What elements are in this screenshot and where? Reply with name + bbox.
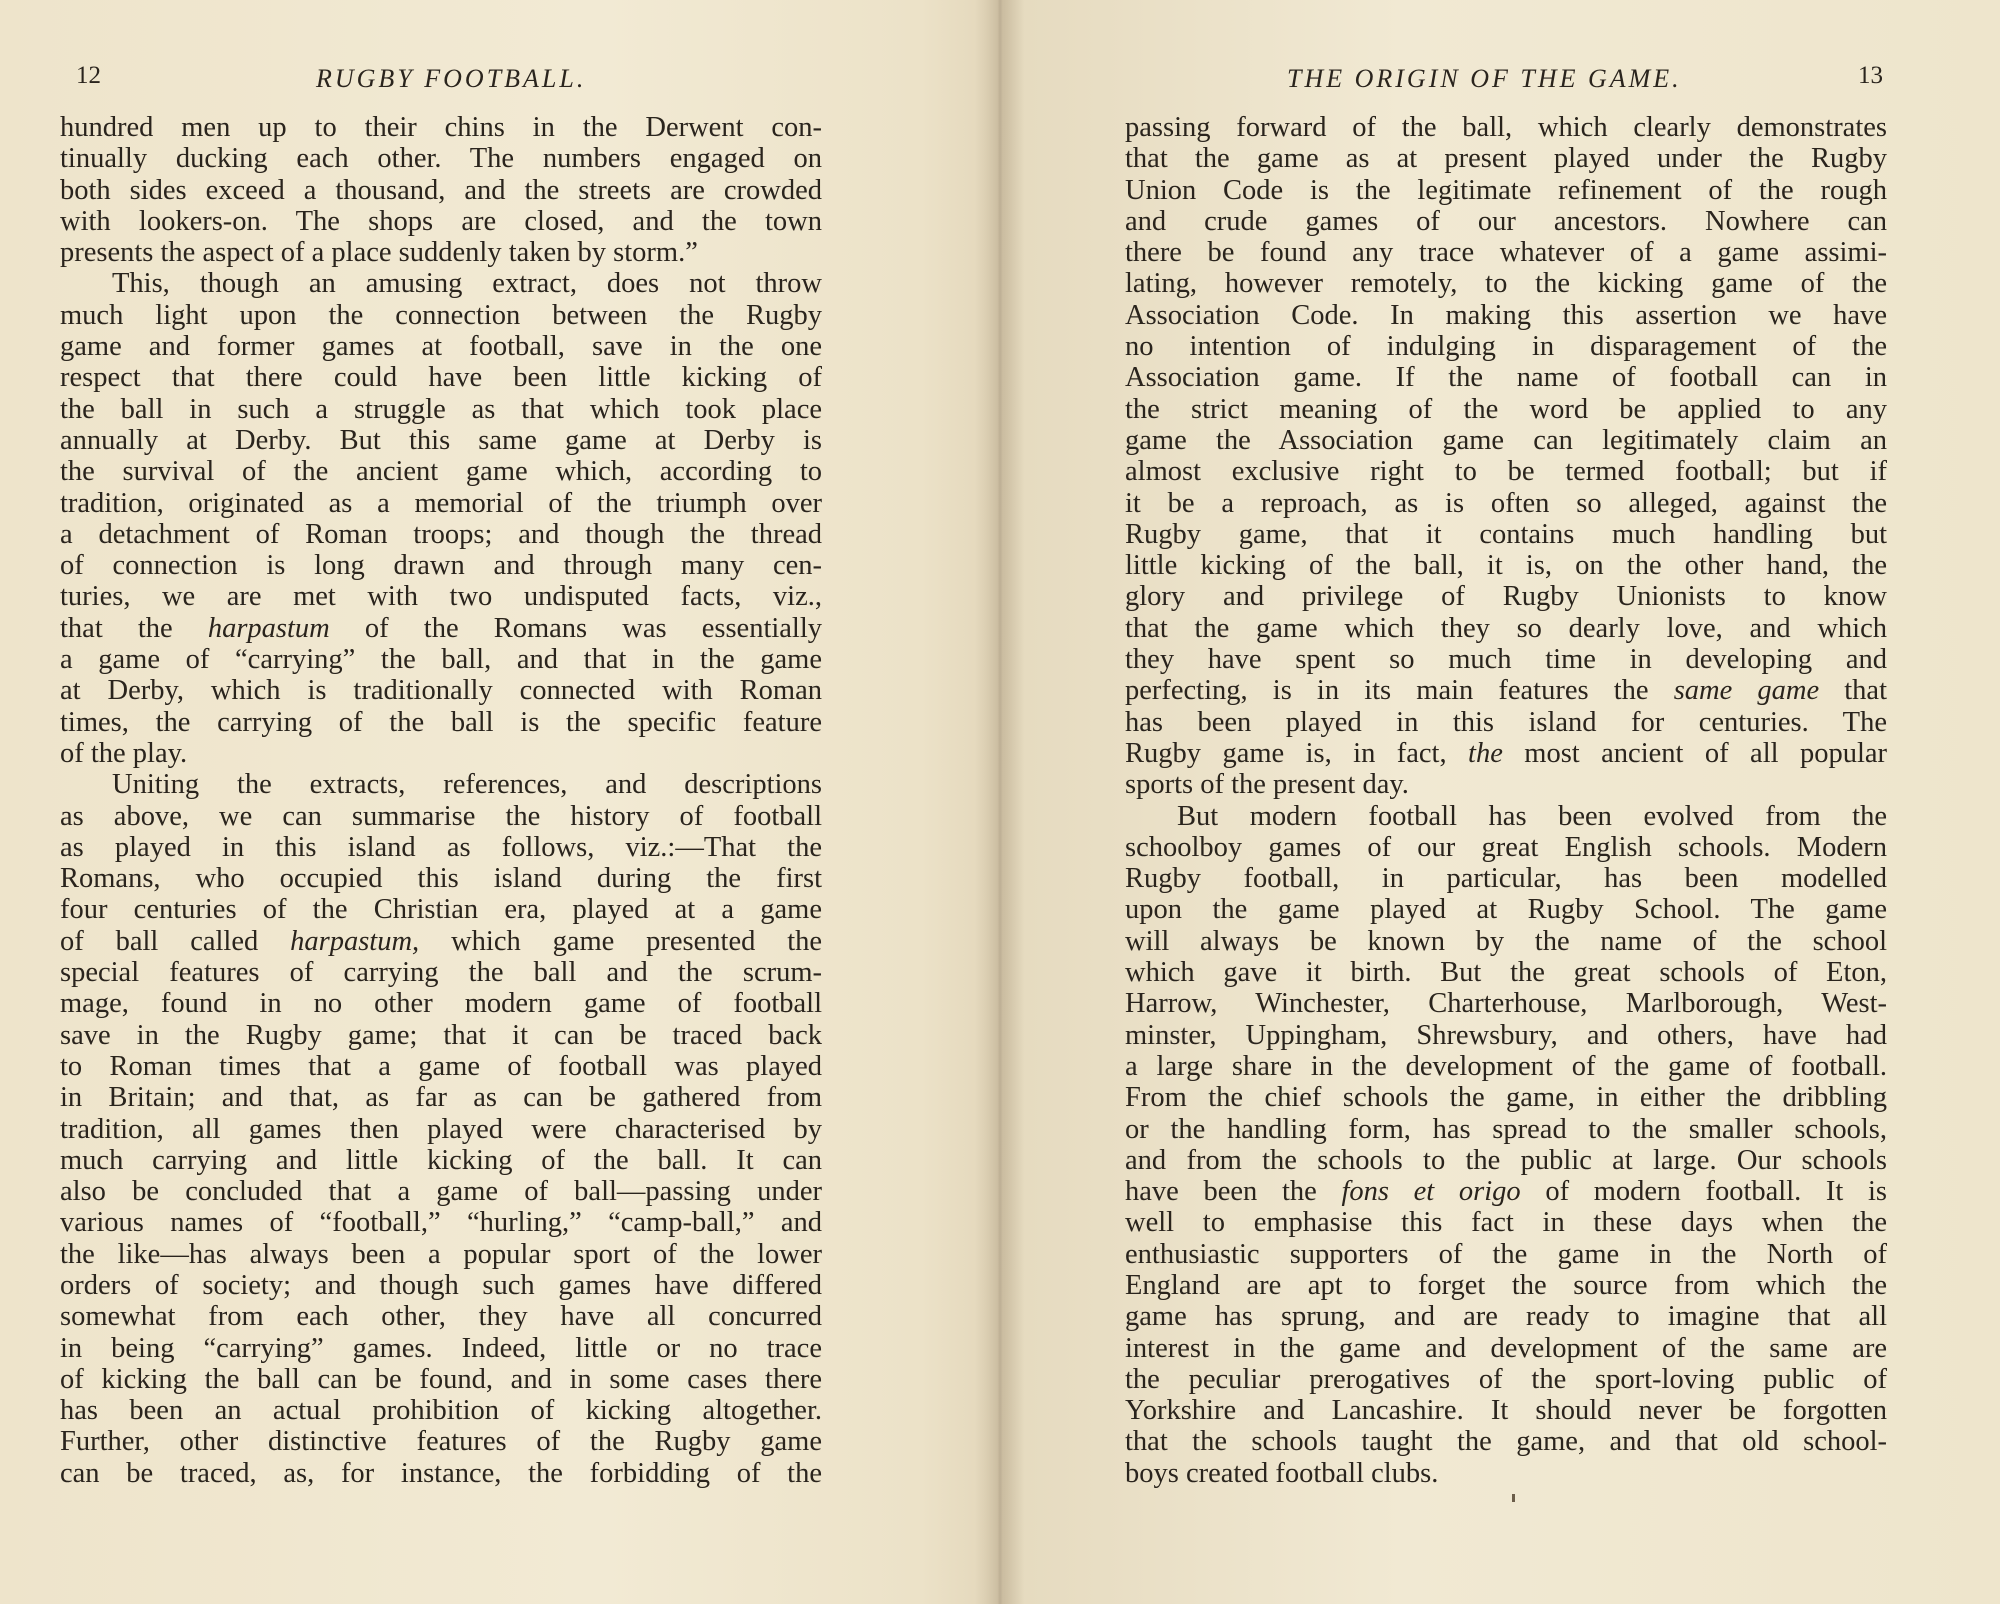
- text-line: that the game as at present played under the Rugby: [1125, 143, 1887, 175]
- text-line: upon the game played at Rugby School. The game: [1125, 894, 1887, 926]
- text-line: glory and privilege of Rugby Unionists to know: [1125, 581, 1887, 613]
- text-line: presents the aspect of a place suddenly taken by storm.”: [60, 237, 698, 269]
- text-line: interest in the game and development of the same are: [1125, 1332, 1887, 1364]
- text-line: to Roman times that a game of football was played: [60, 1050, 822, 1082]
- text-line: [1125, 675, 1887, 706]
- text-line: the peculiar prerogatives of the sport-loving public of: [1125, 1363, 1887, 1395]
- text-line: Yorkshire and Lancashire. It should never be forgotten: [1125, 1395, 1887, 1427]
- italic-term: same game: [1673, 675, 1820, 707]
- text-line: [60, 613, 822, 644]
- text-line: respect that there could have been little kicking of: [60, 362, 822, 394]
- text-line: four centuries of the Christian era, played at a game: [60, 894, 822, 926]
- text-line: This, though an amusing extract, does not throw: [112, 268, 822, 300]
- text-line: as above, we can summarise the history of football: [60, 800, 822, 832]
- text-line: times, the carrying of the ball is the specific feature: [60, 706, 822, 738]
- text-segment: most ancient of all popular: [1524, 737, 1888, 769]
- text-line: tinually ducking each other. The numbers engaged on: [60, 143, 822, 175]
- left-page: [0, 0, 975, 1604]
- text-line: the like—has always been a popular sport of the lower: [60, 1238, 822, 1270]
- text-line: they have spent so much time in developing and: [1125, 644, 1887, 676]
- text-segment: that the: [60, 612, 173, 644]
- running-head-title: THE ORIGIN OF THE GAME.: [1287, 64, 1682, 93]
- text-line: no intention of indulging in disparagement of the: [1125, 331, 1887, 363]
- text-line: that the game which they so dearly love, and which: [1125, 612, 1887, 644]
- left-running-head: [0, 60, 975, 104]
- text-line: Romans, who occupied this island during the first: [60, 863, 822, 895]
- text-line: turies, we are met with two undisputed facts, viz.,: [60, 581, 822, 613]
- text-line: game the Association game can legitimately claim an: [1125, 424, 1887, 456]
- text-line: little kicking of the ball, it is, on the other hand, the: [1125, 550, 1887, 582]
- text-line: a large share in the development of the game of football.: [1125, 1050, 1887, 1082]
- text-line: sports of the present day.: [1125, 769, 1409, 801]
- text-line: which gave it birth. But the great schools of Eton,: [1125, 957, 1887, 989]
- text-line: tradition, originated as a memorial of the triumph over: [60, 487, 822, 519]
- text-line: game and former games at football, save in the one: [60, 331, 822, 363]
- text-line: somewhat from each other, they have all concurred: [60, 1301, 822, 1333]
- book-gutter: [975, 0, 1025, 1604]
- text-segment: perfecting, is in its main features the: [1125, 675, 1649, 707]
- text-line: Further, other distinctive features of the Rugby game: [60, 1426, 822, 1458]
- text-line: also be concluded that a game of ball—passing under: [60, 1176, 822, 1208]
- text-line: Rugby game, that it contains much handling but: [1125, 518, 1887, 550]
- right-body-text: [1125, 112, 1887, 1489]
- print-mark: [1512, 1494, 1515, 1502]
- text-segment: which game presented the: [451, 925, 823, 957]
- italic-term: the: [1468, 737, 1503, 769]
- text-line: save in the Rugby game; that it can be traced back: [60, 1019, 822, 1051]
- text-line: that the schools taught the game, and that old school-: [1125, 1426, 1887, 1458]
- text-line: of kicking the ball can be found, and in some cases there: [60, 1363, 822, 1395]
- text-line: both sides exceed a thousand, and the streets are crowded: [60, 174, 822, 206]
- text-line: mage, found in no other modern game of football: [60, 988, 822, 1020]
- right-running-head: [1025, 60, 2000, 104]
- text-line: it be a reproach, as is often so alleged, against the: [1125, 487, 1887, 519]
- text-line: orders of society; and though such games have differed: [60, 1269, 822, 1301]
- text-line: much light upon the connection between the Rugby: [60, 299, 822, 331]
- text-line: has been played in this island for centuries. The: [1125, 706, 1887, 738]
- text-line: much carrying and little kicking of the ball. It can: [60, 1144, 822, 1176]
- left-body-text: [60, 112, 822, 1489]
- text-line: game has sprung, and are ready to imagine that all: [1125, 1301, 1887, 1333]
- running-head-title: RUGBY FOOTBALL.: [316, 64, 587, 93]
- text-line: minster, Uppingham, Shrewsbury, and others, have had: [1125, 1019, 1887, 1051]
- text-line: of connection is long drawn and through many cen-: [60, 550, 822, 582]
- text-segment: of the Romans was essentially: [364, 612, 823, 644]
- text-line: schoolboy games of our great English schools. Modern: [1125, 831, 1887, 863]
- text-line: lating, however remotely, to the kicking game of the: [1125, 268, 1887, 300]
- text-line: at Derby, which is traditionally connected with Roman: [60, 675, 822, 707]
- text-line: the ball in such a struggle as that which took place: [60, 393, 822, 425]
- text-line: But modern football has been evolved from the: [1177, 800, 1887, 832]
- text-line: of the play.: [60, 737, 188, 769]
- page-number: 13: [1858, 62, 1883, 89]
- text-line: Harrow, Winchester, Charterhouse, Marlborough, West-: [1125, 988, 1887, 1020]
- text-segment: of modern football. It is: [1545, 1176, 1888, 1208]
- text-segment: have been the: [1125, 1176, 1317, 1208]
- text-line: and from the schools to the public at large. Our schools: [1125, 1144, 1887, 1176]
- text-line: the strict meaning of the word be applied to any: [1125, 393, 1887, 425]
- text-line: annually at Derby. But this same game at Derby is: [60, 424, 822, 456]
- text-line: will always be known by the name of the school: [1125, 925, 1887, 957]
- right-page: [1025, 0, 2000, 1604]
- text-line: and crude games of our ancestors. Nowhere can: [1125, 205, 1887, 237]
- text-line: passing forward of the ball, which clearly demonstrates: [1125, 112, 1887, 143]
- italic-term: fons et origo: [1341, 1176, 1521, 1208]
- text-line: well to emphasise this fact in these days when the: [1125, 1207, 1887, 1239]
- text-line: various names of “football,” “hurling,” “camp-ball,” and: [60, 1207, 822, 1239]
- text-line: tradition, all games then played were characterised by: [60, 1113, 822, 1145]
- text-segment: that: [1844, 675, 1888, 707]
- text-line: almost exclusive right to be termed football; but if: [1125, 456, 1887, 488]
- text-line: with lookers-on. The shops are closed, and the town: [60, 205, 822, 237]
- text-segment: of ball called: [60, 925, 259, 957]
- text-line: enthusiastic supporters of the game in the North of: [1125, 1238, 1887, 1270]
- italic-term: harpastum: [207, 612, 330, 644]
- text-line: Association game. If the name of football can in: [1125, 362, 1887, 394]
- text-line: Rugby football, in particular, has been modelled: [1125, 863, 1887, 895]
- text-line: Uniting the extracts, references, and descriptions: [112, 769, 822, 801]
- text-line: a detachment of Roman troops; and though the thread: [60, 518, 822, 550]
- text-line: or the handling form, has spread to the smaller schools,: [1125, 1113, 1887, 1145]
- text-segment: Rugby game is, in fact,: [1125, 737, 1447, 769]
- page-number: 12: [76, 62, 101, 89]
- text-line: can be traced, as, for instance, the forbidding of the: [60, 1457, 822, 1489]
- text-line: has been an actual prohibition of kicking altogether.: [60, 1395, 822, 1427]
- italic-term: harpastum,: [290, 925, 420, 957]
- text-line: the survival of the ancient game which, according to: [60, 456, 822, 488]
- text-line: boys created football clubs.: [1125, 1457, 1439, 1489]
- text-line: special features of carrying the ball and the scrum-: [60, 957, 822, 989]
- text-line: Union Code is the legitimate refinement of the rough: [1125, 174, 1887, 206]
- text-line: [1125, 738, 1887, 769]
- text-line: there be found any trace whatever of a game assimi-: [1125, 237, 1887, 269]
- text-line: [60, 926, 822, 957]
- text-line: Association Code. In making this assertion we have: [1125, 299, 1887, 331]
- text-line: in Britain; and that, as far as can be gathered from: [60, 1082, 822, 1114]
- text-line: From the chief schools the game, in either the dribbling: [1125, 1082, 1887, 1114]
- text-line: hundred men up to their chins in the Derwent con-: [60, 112, 822, 143]
- text-line: as played in this island as follows, viz.:—That the: [60, 831, 822, 863]
- text-line: England are apt to forget the source from which the: [1125, 1269, 1887, 1301]
- text-line: in being “carrying” games. Indeed, little or no trace: [60, 1332, 822, 1364]
- text-line: a game of “carrying” the ball, and that in the game: [60, 644, 822, 676]
- text-line: [1125, 1176, 1887, 1207]
